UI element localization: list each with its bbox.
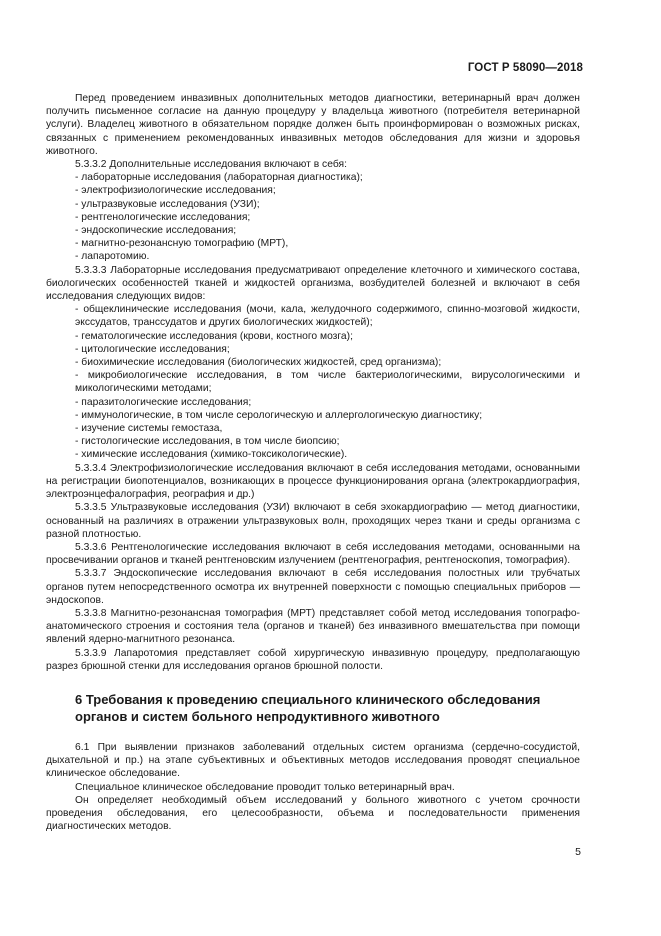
list-item: - эндоскопические исследования;: [46, 224, 580, 237]
list-item: - ультразвуковые исследования (УЗИ);: [46, 198, 580, 211]
list-item: - общеклинические исследования (мочи, кала, желудочного содержимого, спинно-мозговой жидкости, экссудатов, транссудатов и других биологических жидкостей);: [46, 303, 580, 329]
paragraph: 5.3.3.5 Ультразвуковые исследования (УЗИ) включают в себя эхокардиографию — метод диагностики, основанный на различиях в отражении ультразвуковых волн, проходящих через ткани и среды организма с разной плотностью.: [46, 502, 580, 540]
list-item: - биохимические исследования (биологических жидкостей, сред организма);: [46, 356, 580, 369]
paragraph: Специальное клиническое обследование проводит только ветеринарный врач.: [75, 781, 455, 793]
paragraph: 5.3.3.3 Лабораторные исследования предусматривают определение клеточного и химического состава, биологических особенностей тканей и жидкостей организма, возбудителей болезней и включают в себя исследования следующих видов:: [46, 264, 580, 303]
paragraph: 5.3.3.6 Рентгенологические исследования включают в себя исследования методами, основанными на просвечивании органов и тканей рентгеновским излучением (рентгенография, рентгеноскопия, томография).: [46, 541, 580, 567]
list-item: - лабораторные исследования (лабораторная диагностика);: [46, 171, 580, 184]
document-body: [46, 92, 580, 833]
list-item: - гистологические исследования, в том числе биопсию;: [46, 435, 580, 448]
paragraph: Он определяет необходимый объем исследований у больного животного с учетом срочности проведения обследования, его целесообразности, объема и последовательности применения диагностических методов.: [46, 794, 580, 833]
list-item: - паразитологические исследования;: [46, 396, 580, 409]
paragraph: 5.3.3.8 Магнитно-резонансная томография (МРТ) представляет собой метод исследования топографо-анатомического строения и состояния тела (органов и тканей) без инвазивного вмешательства при помощи явлений ядерно-магнитного резонанса.: [46, 607, 580, 646]
list-item: - изучение системы гемостаза,: [46, 422, 580, 435]
paragraph: 5.3.3.4 Электрофизиологические исследования включают в себя исследования методами, основанными на регистрации биопотенциалов, возникающих в процессе функционирования органа (электрокардиография, электроэнцефалография, реография и др.): [46, 462, 580, 501]
list-item: - химические исследования (химико-токсикологические).: [46, 448, 580, 461]
list-item: - электрофизиологические исследования;: [46, 184, 580, 197]
paragraph: 5.3.3.7 Эндоскопические исследования включают в себя исследования полостных или трубчатых органов путем непосредственного осмотра их внутренней поверхности с помощью специальных приборов — эндоскопов.: [46, 568, 580, 606]
list-item: - лапаротомию.: [46, 250, 580, 263]
paragraph: Перед проведением инвазивных дополнительных методов диагностики, ветеринарный врач должен получить письменное согласие на данную процедуру у владельца животного (потребителя ветеринарной услуги). Владелец животного в обязательном порядке должен быть проинформирован о возможных рисках, связанных с применением рекомендованных инвазивных методов обследования для жизни и здоровья животного.: [46, 93, 580, 157]
list-item: - микробиологические исследования, в том числе бактериологическими, вирусологическими и микологическими методами;: [46, 369, 580, 395]
list-item: - иммунологические, в том числе серологическую и аллергологическую диагностику;: [46, 409, 580, 422]
list-item: - рентгенологические исследования;: [46, 211, 580, 224]
list-item: - гематологические исследования (крови, костного мозга);: [46, 330, 580, 343]
paragraph: 5.3.3.9 Лапаротомия представляет собой хирургическую инвазивную процедуру, предполагающую разрез брюшной стенки для исследования органов брюшной полости.: [46, 647, 580, 672]
section-heading: 6 Требования к проведению специального клинического обследования органов и систем больного непродуктивного животного: [75, 691, 541, 724]
page-number: 5: [575, 846, 581, 858]
list-item: - магнитно-резонансную томографию (МРТ),: [46, 237, 580, 250]
list-item: - цитологические исследования;: [46, 343, 580, 356]
document-header: ГОСТ Р 58090—2018: [467, 62, 583, 74]
paragraph: 5.3.3.2 Дополнительные исследования включают в себя:: [75, 159, 347, 171]
paragraph: 6.1 При выявлении признаков заболеваний отдельных систем организма (сердечно-сосудистой, дыхательной и пр.) на этапе субъективных и объективных методов исследования проводят специальное клиническое обследование.: [46, 741, 580, 780]
